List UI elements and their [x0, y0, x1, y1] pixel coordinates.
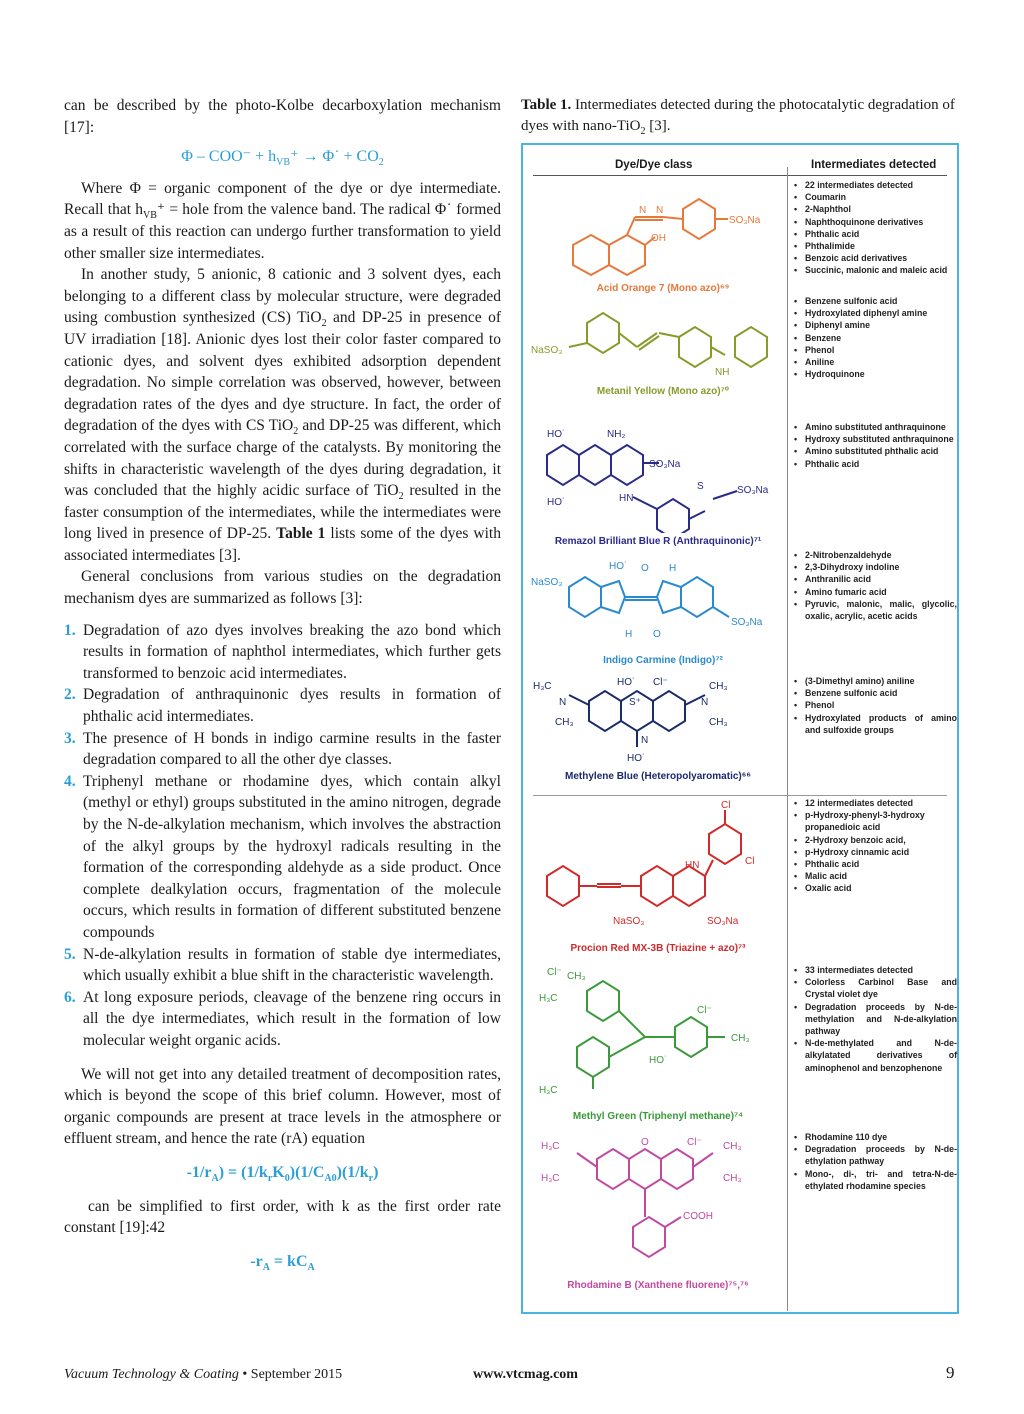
paragraph-5: We will not get into any detailed treatment of decomposition rates, which is beyond the scope of this brief column. However, most of organic compounds are present at trace levels in the atmosphere or effluent stream, and hence the rate (rA) equation [64, 1065, 501, 1148]
list-item: • Benzene [793, 332, 957, 344]
list-item: • 2,3-Dihydroxy indoline [793, 561, 957, 573]
dye-name: Remazol Brilliant Blue R (Anthraquinonic)⁷¹ [554, 536, 762, 547]
list-item: • Oxalic acid [793, 882, 957, 894]
list-item: • Amino substituted anthraquinone [793, 421, 957, 433]
ch3-label: CH₃ [723, 1141, 742, 1152]
cl-minus-label: Cl⁻ [547, 967, 562, 978]
ch3-label: CH₃ [567, 971, 586, 982]
equation-photo-kolbe: $\Phi - COO^- + h_{VB}^+$ → Φ˙ + $CO_2$ [181, 148, 384, 169]
ch3-label: CH₃ [555, 717, 574, 728]
list-item: • Degradation proceeds by N-de-methylation and N-de-alkylation pathway [793, 1001, 957, 1038]
list-item: • p-Hydroxy cinnamic acid [793, 846, 957, 858]
list-item: • Succinic, malonic and maleic acid [793, 264, 957, 276]
ho-label: HO˙ [547, 497, 566, 508]
h-label: H [625, 629, 633, 640]
intermediates-list [793, 179, 957, 277]
rhodamine-b-structure [537, 1133, 785, 1273]
list-item: 2. Degradation of anthraquinonic dyes results in formation of phthalic acid intermediates. [64, 686, 501, 726]
list-item: • N-de-methylated and N-de-alkylatated derivatives of aminophenol and benzophenone [793, 1037, 957, 1074]
list-item: 6. At long exposure periods, cleavage of the benzene ring occurs in all the dye intermediates, which result in the formation of low molecular weight organic acids. [64, 988, 501, 1049]
ho-label: HO˙ [547, 429, 566, 440]
metanil-yellow-structure [529, 303, 785, 393]
table-caption: Table 1. Intermediates detected during the photocatalytic degradation of dyes with nano-TiO$_2$ [3]. [521, 97, 955, 137]
n-label: N [559, 697, 567, 708]
nh-label: NH [715, 367, 730, 378]
list-item: • p-Hydroxy-phenyl-3-hydroxy propanedioic acid [793, 809, 957, 833]
row-separator [533, 795, 947, 796]
paragraph-4: General conclusions from various studies on the degradation mechanism dyes are summarized as follows [3]: [64, 568, 501, 608]
hn-label: HN [685, 860, 700, 871]
ch3-label: CH₃ [709, 717, 728, 728]
ch3-label: CH₃ [723, 1173, 742, 1184]
list-item: 1. Degradation of azo dyes involves breaking the azo bond which results in formation of naphthol intermediates, which further gets transformed to benzoic acid intermediates. [64, 621, 501, 682]
acid-orange-7-structure [543, 185, 783, 295]
ho-label: HO˙ [617, 677, 636, 688]
so3na-label: SO₃Na [731, 617, 763, 628]
table-1-ref: Table 1 [276, 525, 326, 543]
list-item: • Hydroquinone [793, 368, 957, 380]
o-label: O [641, 1137, 649, 1148]
list-item: • Amino substituted phthalic acid [793, 445, 957, 457]
column-header-dye: Dye/Dye class [615, 159, 693, 171]
list-item: • 2-Naphthol [793, 203, 957, 215]
cl-minus-label: Cl⁻ [687, 1137, 702, 1148]
dye-name: Acid Orange 7 (Mono azo)⁶⁹ [596, 283, 730, 294]
intermediates-list [793, 964, 957, 1074]
list-item: • Malic acid [793, 870, 957, 882]
list-item: • Anthranilic acid [793, 573, 957, 585]
ho-label: HO˙ [627, 753, 646, 764]
list-item: • 22 intermediates detected [793, 179, 957, 191]
list-item: • Diphenyl amine [793, 319, 957, 331]
list-item: • (3-Dimethyl amino) aniline [793, 675, 957, 687]
list-item: • Mono-, di-, tri- and tetra-N-de-ethylated rhodamine species [793, 1168, 957, 1192]
list-item: • Pyruvic, malonic, malic, glycolic, oxalic, acrylic, acetic acids [793, 598, 957, 622]
cl-minus-label: Cl⁻ [653, 677, 668, 688]
left-column [64, 95, 501, 1284]
nh2-label: NH₂ [607, 429, 626, 440]
column-divider [787, 167, 788, 1311]
header-rule [533, 175, 947, 176]
list-item: • Rhodamine 110 dye [793, 1131, 957, 1143]
o-label: O [653, 629, 661, 640]
n-label: N [639, 205, 647, 216]
footer-journal: Vacuum Technology & Coating • September 2015 [64, 1367, 343, 1382]
n-label: N [656, 205, 664, 216]
n-label: N [701, 697, 709, 708]
page-number: 9 [946, 1363, 955, 1382]
h3c-label: H₃C [541, 1141, 560, 1152]
list-item: • Amino fumaric acid [793, 586, 957, 598]
hn-label: HN [619, 493, 634, 504]
list-item: • Hydroxylated diphenyl amine [793, 307, 957, 319]
intermediates-list [793, 1131, 957, 1192]
list-item: • Coumarin [793, 191, 957, 203]
list-item: • Benzoic acid derivatives [793, 252, 957, 264]
so3na-label: SO₃Na [707, 916, 739, 927]
footer-url[interactable]: www.vtcmag.com [473, 1367, 578, 1382]
ch3-label: CH₃ [709, 681, 728, 692]
dye-name: Procion Red MX-3B (Triazine + azo)⁷³ [570, 943, 746, 954]
list-item: • Phthalimide [793, 240, 957, 252]
list-item: • Degradation proceeds by N-de-ethylation pathway [793, 1143, 957, 1167]
ho-label: HO˙ [609, 561, 628, 572]
ho-label: HO˙ [649, 1055, 668, 1066]
paragraph-6: can be simplified to first order, with k as the first order rate constant [19]:42 [64, 1197, 501, 1237]
dye-name: Methyl Green (Triphenyl methane)⁷⁴ [572, 1111, 744, 1122]
list-item: • 2-Nitrobenzaldehyde [793, 549, 957, 561]
cl-minus-label: Cl⁻ [697, 1005, 712, 1016]
h3c-label: H₃C [533, 681, 552, 692]
list-item: • Phthalic acid [793, 858, 957, 870]
list-item: • 33 intermediates detected [793, 964, 957, 976]
paragraph-3: In another study, 5 anionic, 8 cationic and 3 solvent dyes, each belonging to a different class by molecular structure, were degraded using combustion synthesized (CS) TiO$_2$ and DP-25 in presence of UV irradiation [18]. Anionic dyes lost their color faster compared to cationic dyes, and solvent dyes exhibited adsorption dependent degradation. No simple correlation was observed, however, between degradation rates of the dyes and dye structure. In fact, the order of degradation of the dyes with CS TiO$_2$ and DP-25 was different, which correlated with the surface charge of the catalysts. By monitoring the shifts in characteristic wavelength of the dyes during degradation, it was concluded that the highly acidic surface of TiO$_2$ resulted in the faster consumption of the intermediates, while the intermediates were long lived in presence of DP-25. Table 1 lists some of the dyes with associated intermediates [3]. [64, 266, 501, 564]
equation-rate: $-1/r_A) = (1/k_rK_0)(1/C_{A0})(1/k_r)$ [186, 1163, 379, 1185]
list-item: • Benzene sulfonic acid [793, 687, 957, 699]
indigo-carmine-structure [529, 557, 785, 643]
list-item: • Aniline [793, 356, 957, 368]
list-item: • Phthalic acid [793, 228, 957, 240]
naso3-label: NaSO₃ [613, 916, 645, 927]
list-item: • Hydroxylated products of amino and sulfoxide groups [793, 712, 957, 736]
dye-name: Indigo Carmine (Indigo)⁷² [603, 655, 723, 666]
h3c-label: H₃C [539, 993, 558, 1004]
n-label: N [641, 735, 649, 746]
list-item: • 12 intermediates detected [793, 797, 957, 809]
naso3-label: NaSO₃ [531, 345, 563, 356]
h-label: H [669, 563, 677, 574]
list-item: • 2-Hydroxy benzoic acid, [793, 834, 957, 846]
intermediates-list [793, 797, 957, 895]
dye-name: Methylene Blue (Heteropolyaromatic)⁶⁶ [565, 771, 751, 782]
oh-label: OH [651, 233, 666, 244]
so3na-label: SO₃Na [737, 485, 769, 496]
paragraph-1: can be described by the photo-Kolbe decarboxylation mechanism [17]: [64, 97, 501, 136]
list-item: 3. The presence of H bonds in indigo carmine results in the faster degradation compared to all the other dye classes. [64, 729, 501, 769]
cl-label: Cl [721, 800, 731, 811]
dye-name: Rhodamine B (Xanthene fluorene)⁷⁵,⁷⁶ [567, 1280, 749, 1291]
paragraph-2: Where Φ = organic component of the dye or dye intermediate. Recall that $h_{VB}^+$ = hole from the valence band. The radical Φ˙ formed as a result of this reaction can undergo further transformation to yield other smaller size intermediates. [64, 179, 501, 262]
list-item: 4. Triphenyl methane or rhodamine dyes, which contain alkyl (methyl or ethyl) groups substituted in the amino nitrogen, degrade by the N-de-alkylation mechanism, which involves the abstraction of the alkyl groups by the hydroxyl radicals resulting in the formation of the corresponding aldehyde as a side product. Once complete dealkylation occurs, fragmentation of the molecule occurs, which results in formation of different substituted benzene compounds [64, 772, 501, 941]
ch3-label: CH₃ [731, 1033, 750, 1044]
list-item: • Phenol [793, 699, 957, 711]
list-item: • Hydroxy substituted anthraquinone [793, 433, 957, 445]
intermediates-list [793, 549, 957, 622]
list-item: • Benzene sulfonic acid [793, 295, 957, 307]
methylene-blue-structure [529, 671, 785, 767]
s-label: S [697, 481, 704, 492]
h3c-label: H₃C [539, 1085, 558, 1096]
list-item: 5. N-de-alkylation results in formation of stable dye intermediates, which usually exhibit a blue shift in the characteristic wavelength. [64, 945, 501, 985]
o-label: O [641, 563, 649, 574]
column-header-intermediates: Intermediates detected [811, 159, 937, 171]
list-item: • Phthalic acid [793, 458, 957, 470]
intermediates-list [793, 295, 957, 380]
dye-name: Metanil Yellow (Mono azo)⁷⁰ [596, 386, 730, 397]
intermediates-list [793, 675, 957, 736]
methyl-green-structure [537, 965, 785, 1105]
so3na-label: SO₃Na [729, 215, 761, 226]
list-item: • Naphthoquinone derivatives [793, 216, 957, 228]
so3na-label: SO₃Na [649, 459, 681, 470]
h3c-label: H₃C [541, 1173, 560, 1184]
s-plus-label: S⁺ [629, 697, 641, 708]
intermediates-list [793, 421, 957, 470]
conclusions-list [64, 620, 501, 1052]
list-item: • Colorless Carbinol Base and Crystal violet dye [793, 976, 957, 1000]
procion-red-structure [537, 800, 785, 940]
cooh-label: COOH [683, 1211, 713, 1222]
equation-first-order: $-r_A = kC_A$ [250, 1252, 315, 1273]
cl-label: Cl [745, 856, 755, 867]
table-1 [521, 143, 959, 1314]
list-item: • Phenol [793, 344, 957, 356]
naso3-label: NaSO₃ [531, 577, 563, 588]
remazol-structure [537, 415, 785, 533]
